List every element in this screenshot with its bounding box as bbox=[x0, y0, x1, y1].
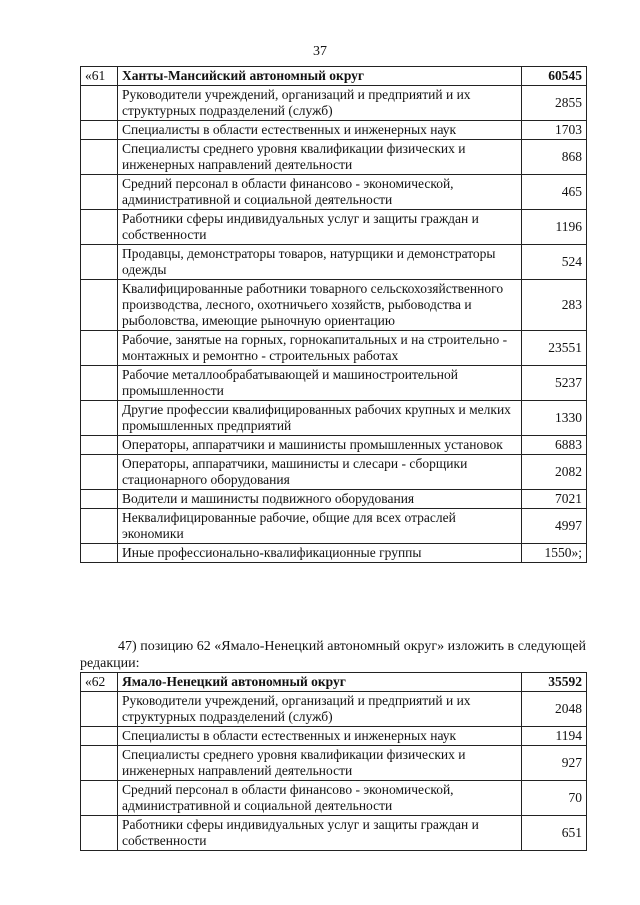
occupation-name: Специалисты в области естественных и инженерных наук bbox=[118, 121, 522, 140]
table-row bbox=[81, 436, 587, 455]
occupation-value: 1196 bbox=[522, 210, 587, 245]
occupation-value: 4997 bbox=[522, 509, 587, 544]
occupation-name: Специалисты в области естественных и инженерных наук bbox=[118, 727, 522, 746]
table-header-row bbox=[81, 673, 587, 692]
table-row bbox=[81, 140, 587, 175]
occupation-value: 2048 bbox=[522, 692, 587, 727]
table-row bbox=[81, 455, 587, 490]
region-name: Ямало-Ненецкий автономный округ bbox=[118, 673, 522, 692]
position-number: «61 bbox=[81, 67, 118, 86]
occupation-value: 2082 bbox=[522, 455, 587, 490]
occupation-name: Работники сферы индивидуальных услуг и защиты граждан и собственности bbox=[118, 210, 522, 245]
occupation-name: Руководители учреждений, организаций и предприятий и их структурных подразделений (служб) bbox=[118, 86, 522, 121]
occupation-value: 1550»; bbox=[522, 544, 587, 563]
occupation-value: 1703 bbox=[522, 121, 587, 140]
table-row bbox=[81, 280, 587, 331]
occupation-name: Руководители учреждений, организаций и предприятий и их структурных подразделений (служб) bbox=[118, 692, 522, 727]
occupation-value: 7021 bbox=[522, 490, 587, 509]
table-row bbox=[81, 727, 587, 746]
occupation-value: 465 bbox=[522, 175, 587, 210]
table-row bbox=[81, 245, 587, 280]
occupation-value: 927 bbox=[522, 746, 587, 781]
occupation-name: Другие профессии квалифицированных рабочих крупных и мелких промышленных предприятий bbox=[118, 401, 522, 436]
occupation-name: Специалисты среднего уровня квалификации физических и инженерных направлений деятельности bbox=[118, 746, 522, 781]
occupation-value: 1330 bbox=[522, 401, 587, 436]
table-row bbox=[81, 490, 587, 509]
occupation-name: Рабочие, занятые на горных, горнокапитальных и на строительно - монтажных и ремонтно - строительных работах bbox=[118, 331, 522, 366]
occupation-name: Рабочие металлообрабатывающей и машиностроительной промышленности bbox=[118, 366, 522, 401]
occupation-table-62 bbox=[80, 672, 587, 851]
position-number: «62 bbox=[81, 673, 118, 692]
table-row bbox=[81, 210, 587, 245]
occupation-name: Продавцы, демонстраторы товаров, натурщики и демонстраторы одежды bbox=[118, 245, 522, 280]
table-row bbox=[81, 401, 587, 436]
occupation-value: 70 bbox=[522, 781, 587, 816]
occupation-value: 5237 bbox=[522, 366, 587, 401]
occupation-value: 2855 bbox=[522, 86, 587, 121]
occupation-value: 6883 bbox=[522, 436, 587, 455]
occupation-value: 23551 bbox=[522, 331, 587, 366]
table-row bbox=[81, 175, 587, 210]
occupation-name: Специалисты среднего уровня квалификации физических и инженерных направлений деятельности bbox=[118, 140, 522, 175]
occupation-name: Квалифицированные работники товарного сельскохозяйственного производства, лесного, охотничьего хозяйств, рыбоводства и рыболовства, имеющие рыночную ориентацию bbox=[118, 280, 522, 331]
occupation-name: Средний персонал в области финансово - экономической, административной и социальной деятельности bbox=[118, 781, 522, 816]
occupation-name: Операторы, аппаратчики и машинисты промышленных установок bbox=[118, 436, 522, 455]
occupation-value: 868 bbox=[522, 140, 587, 175]
table-row bbox=[81, 331, 587, 366]
region-total: 60545 bbox=[522, 67, 587, 86]
occupation-table-61 bbox=[80, 66, 587, 563]
table-row bbox=[81, 366, 587, 401]
amendment-paragraph: 47) позицию 62 «Ямало-Ненецкий автономный округ» изложить в следующей редакции: bbox=[80, 639, 586, 671]
occupation-name: Неквалифицированные рабочие, общие для всех отраслей экономики bbox=[118, 509, 522, 544]
table-row bbox=[81, 816, 587, 851]
table-row bbox=[81, 746, 587, 781]
region-total: 35592 bbox=[522, 673, 587, 692]
table-header-row bbox=[81, 67, 587, 86]
table-row bbox=[81, 509, 587, 544]
table-row bbox=[81, 86, 587, 121]
table-row bbox=[81, 544, 587, 563]
occupation-name: Операторы, аппаратчики, машинисты и слесари - сборщики стационарного оборудования bbox=[118, 455, 522, 490]
occupation-value: 1194 bbox=[522, 727, 587, 746]
occupation-name: Водители и машинисты подвижного оборудования bbox=[118, 490, 522, 509]
occupation-name: Работники сферы индивидуальных услуг и защиты граждан и собственности bbox=[118, 816, 522, 851]
occupation-name: Средний персонал в области финансово - экономической, административной и социальной деятельности bbox=[118, 175, 522, 210]
table-row bbox=[81, 121, 587, 140]
occupation-name: Иные профессионально-квалификационные группы bbox=[118, 544, 522, 563]
occupation-value: 524 bbox=[522, 245, 587, 280]
table-row bbox=[81, 781, 587, 816]
occupation-value: 283 bbox=[522, 280, 587, 331]
occupation-value: 651 bbox=[522, 816, 587, 851]
table-row bbox=[81, 692, 587, 727]
page-number: 37 bbox=[313, 44, 327, 59]
region-name: Ханты-Мансийский автономный округ bbox=[118, 67, 522, 86]
